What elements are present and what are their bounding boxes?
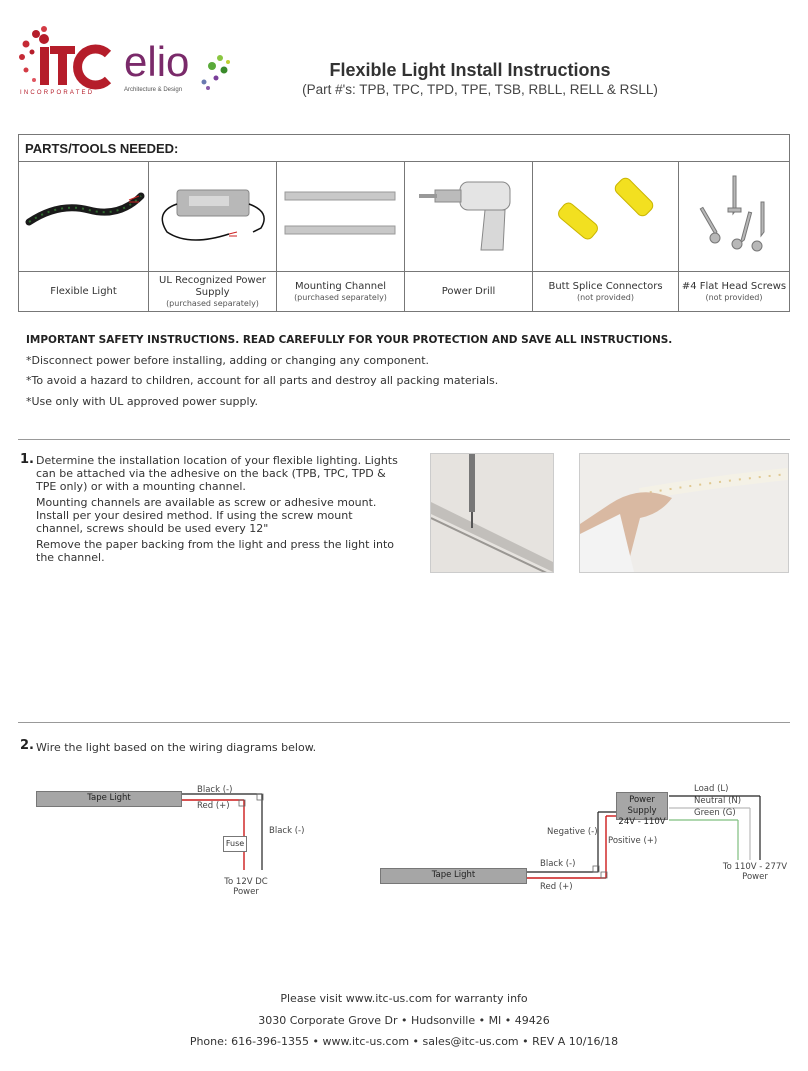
neutral-wire-label: Neutral (N) (694, 796, 742, 806)
part-note: (purchased separately) (166, 298, 259, 308)
press-light-photo (579, 453, 789, 573)
part-cell (277, 162, 405, 311)
part-label: Power Drill (441, 285, 496, 297)
fuse-box: Fuse (223, 836, 247, 852)
part-cell (149, 162, 277, 311)
black-wire-label: Black (-) (540, 859, 576, 869)
part-label: #4 Flat Head Screws (681, 280, 787, 292)
footer-address: 3030 Corporate Grove Dr • Hudsonville • MI • 49426 (258, 1014, 550, 1027)
to-power-label (220, 877, 272, 897)
power-supply-line: Power Supply (627, 795, 657, 816)
load-wire-label: Load (L) (694, 784, 729, 794)
part-note: (not provided) (576, 292, 634, 302)
divider (18, 722, 790, 723)
positive-label: Positive (+) (608, 836, 658, 846)
part-label: UL Recognized Power Supply (159, 274, 266, 298)
safety-line: *To avoid a hazard to children, account for all parts and destroy all packing materials. (26, 374, 499, 387)
screwdriver-photo (430, 453, 554, 573)
logo-tagline-right: Architecture & Design (124, 87, 183, 93)
part-label: Flexible Light (50, 285, 117, 297)
step-2-number: 2. (20, 738, 34, 753)
negative-label: Negative (-) (547, 827, 598, 837)
safety-heading: IMPORTANT SAFETY INSTRUCTIONS. READ CAREFULLY FOR YOUR PROTECTION AND SAVE ALL INSTRUCTIONS. (26, 334, 673, 346)
power-drill-image (405, 162, 532, 272)
green-wire-label: Green (G) (694, 808, 736, 818)
black-wire-label-2: Black (-) (269, 826, 305, 836)
company-logo (16, 24, 238, 102)
to-power-line: To 110V - 277V (722, 862, 788, 872)
tape-light-bar: Tape Light (36, 791, 182, 807)
part-cell (533, 162, 679, 311)
part-cell (19, 162, 149, 311)
parts-table (18, 134, 790, 312)
part-note: (not provided) (705, 292, 763, 302)
step-1-number: 1. (20, 452, 34, 467)
footer-warranty: Please visit www.itc-us.com for warranty info (280, 992, 528, 1005)
black-wire-label: Black (-) (197, 785, 233, 795)
step-1-para: Mounting channels are available as screw or adhesive mount. Install per your desired method. If using the screw mount channel, screws should be used every 12" (36, 496, 377, 535)
part-note: (purchased separately) (294, 292, 387, 302)
footer-contact: Phone: 616-396-1355 • www.itc-us.com • sales@itc-us.com • REV A 10/16/18 (189, 1035, 619, 1048)
part-cell (405, 162, 533, 311)
parts-heading: PARTS/TOOLS NEEDED: (19, 135, 789, 162)
mounting-channel-image (277, 162, 404, 272)
wiring-diagram-ac (370, 780, 800, 900)
part-label: Butt Splice Connectors (548, 280, 663, 292)
page-subtitle: (Part #'s: TPB, TPC, TPD, TPE, TSB, RBLL, RELL & RSLL) (302, 82, 658, 97)
step-1-para: Remove the paper backing from the light and press the light into the channel. (36, 538, 395, 564)
wiring-diagram-12v (0, 770, 400, 910)
to-power-label (720, 862, 790, 882)
flexible-light-image (19, 162, 148, 272)
part-cell (679, 162, 789, 311)
safety-line: *Disconnect power before installing, adding or changing any component. (26, 354, 430, 367)
step-1-text (36, 454, 398, 564)
divider (18, 439, 790, 440)
to-power-line: Power (742, 872, 768, 882)
to-power-line: To 12V DC (224, 877, 268, 887)
butt-splice-image (533, 162, 678, 272)
screws-image (679, 162, 789, 272)
to-power-line: Power (233, 887, 259, 897)
page-title: Flexible Light Install Instructions (329, 60, 611, 80)
red-wire-label: Red (+) (197, 801, 230, 811)
part-label: Mounting Channel (294, 280, 387, 292)
safety-line: *Use only with UL approved power supply. (26, 395, 258, 408)
tape-light-bar: Tape Light (380, 868, 527, 884)
logo-elio-text: elio (124, 38, 190, 85)
power-supply-image (149, 162, 276, 272)
red-wire-label: Red (+) (540, 882, 573, 892)
step-1-para: Determine the installation location of your flexible lighting. Lights can be attached via the adhesive on the back (TPB, TPC, TPD & TPE only) or with a mounting channel. (36, 454, 398, 493)
logo-tagline-left: INCORPORATED (20, 90, 95, 96)
power-supply-box (616, 792, 668, 827)
power-supply-line: 24V - 110V (618, 817, 666, 827)
step-2-text: Wire the light based on the wiring diagrams below. (36, 741, 317, 754)
